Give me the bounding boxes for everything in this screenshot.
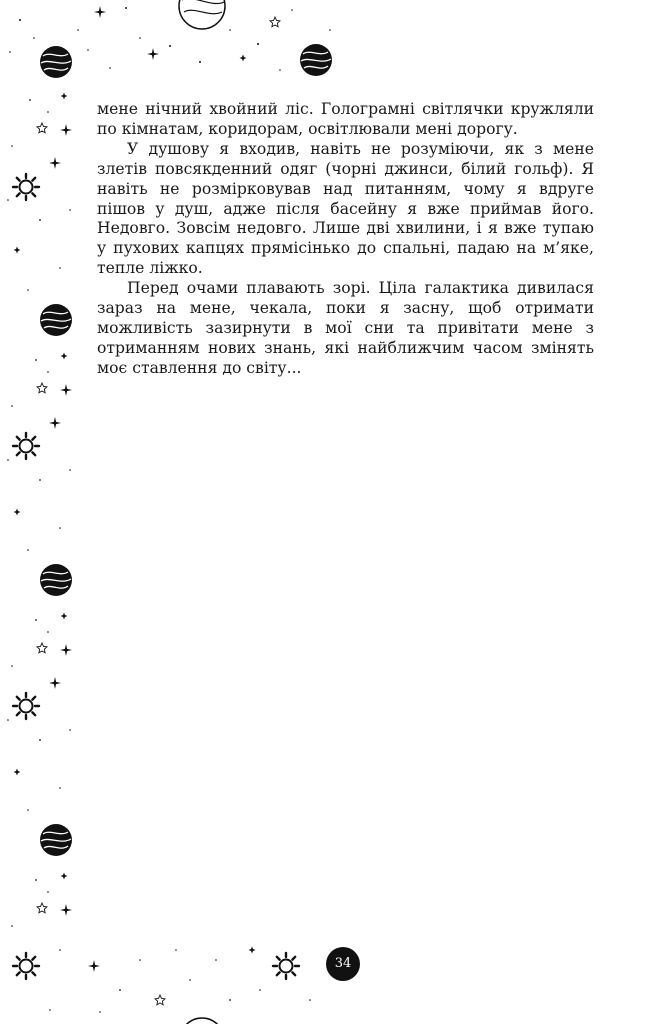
sparkle-star-icon [49, 417, 61, 429]
planet-icon [40, 46, 72, 78]
planet-icon [40, 304, 72, 336]
dot-star-icon [61, 93, 68, 100]
planet-icon [180, 1018, 224, 1024]
dot-star-icon [14, 509, 21, 516]
sparkle-star-icon [60, 904, 72, 916]
left-column-decor [7, 93, 72, 927]
body-text [97, 100, 594, 379]
paragraph: Перед очами плавають зорі. Ціла галактика дивилася зараз на мене, чекала, поки я засну, щоб отримати можливість зазирнути в мої сни та привітати мене з отриманням нових знань, які найближчим часом змінять моє ставлення до світу... [97, 279, 594, 377]
sparkle-star-icon [49, 157, 61, 169]
planet-icon [179, 0, 225, 29]
outline-star-icon [155, 995, 165, 1005]
paragraph: мене нічний хвойний ліс. Голограмні світлячки кружляли по кімнатам, коридорам, освітлювали мені дорогу. [97, 100, 594, 138]
outline-star-icon [37, 383, 47, 393]
outline-star-icon [37, 643, 47, 653]
sparkle-star-icon [49, 677, 61, 689]
outline-star-icon [37, 903, 47, 913]
dot-star-icon [61, 613, 68, 620]
outline-star-icon [270, 17, 280, 27]
dot-star-icon [249, 947, 256, 954]
planet-icon [40, 564, 72, 596]
sparkle-star-icon [147, 48, 159, 60]
sun-icon [13, 174, 39, 200]
sparkle-star-icon [60, 644, 72, 656]
dot-star-icon [14, 769, 21, 776]
sun-icon [273, 953, 299, 979]
page-number-badge: 34 [326, 947, 360, 981]
outline-star-icon [37, 123, 47, 133]
top-strip-decor [9, 0, 332, 78]
planet-icon [300, 44, 332, 76]
paragraph: У душову я входив, навіть не розуміючи, як з мене злетів повсякденний одяг (чорні джинси, білий гольф). Я навіть не розмірковував над питанням, чому я вдруге пішов у душ, адже після басейну я вже приймав його. Недовго. Зовсім недовго. Лише дві хвилини, і я вже тупаю у пухових капцях прямісінько до спальні, падаю на м’яке, тепле ліжко. [97, 139, 594, 278]
dot-star-icon [61, 353, 68, 360]
bottom-strip-decor [13, 947, 311, 1024]
sun-icon [13, 693, 39, 719]
sparkle-star-icon [94, 6, 106, 18]
sun-icon [13, 953, 39, 979]
sparkle-star-icon [60, 384, 72, 396]
sun-icon [13, 433, 39, 459]
dot-star-icon [240, 55, 247, 62]
sparkle-star-icon [60, 124, 72, 136]
dot-star-icon [61, 873, 68, 880]
sparkle-star-icon [88, 960, 100, 972]
planet-icon [40, 824, 72, 856]
dot-star-icon [14, 247, 21, 254]
